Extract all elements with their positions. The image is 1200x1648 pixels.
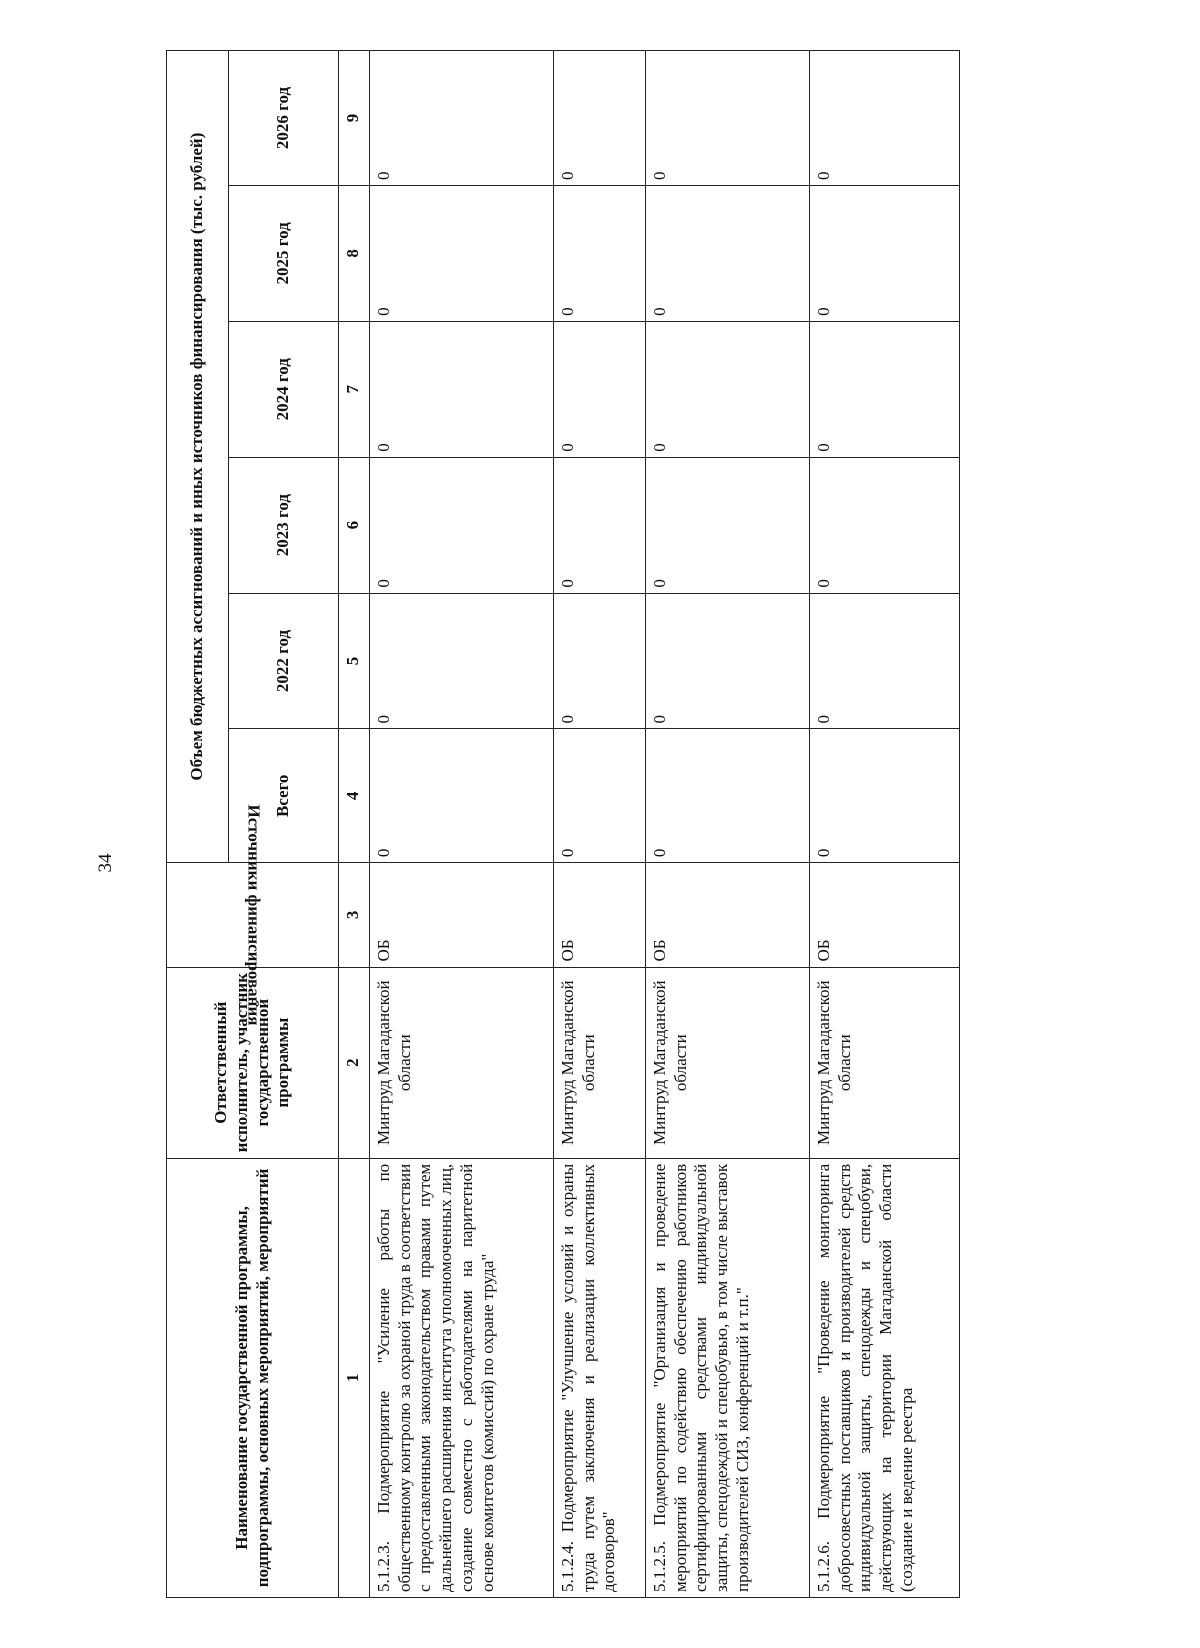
value-2025: 0 xyxy=(646,185,810,321)
header-year-2025: 2025 год xyxy=(229,185,339,321)
value-2024: 0 xyxy=(370,321,554,457)
value-2023: 0 xyxy=(554,457,646,593)
value-2022: 0 xyxy=(370,593,554,729)
table-row xyxy=(646,51,810,1598)
value-2026: 0 xyxy=(810,51,960,186)
executor: Минтруд Магаданской области xyxy=(810,967,960,1158)
value-2022: 0 xyxy=(646,593,810,729)
header-year-total: Всего xyxy=(229,729,339,863)
column-number: 6 xyxy=(339,457,370,593)
activity-name: 5.1.2.6. Подмероприятие "Проведение мониторинга добросовестных поставщиков и производителей средств индивидуальной защиты, спецодежды и спецобуви, действующих на территории Магаданской области (создание и ведение реестра xyxy=(810,1158,960,1597)
value-total: 0 xyxy=(554,729,646,863)
column-number: 3 xyxy=(339,863,370,967)
value-2026: 0 xyxy=(646,51,810,186)
activity-name: 5.1.2.4. Подмероприятие "Улучшение условий и охраны труда путем заключения и реализации коллективных договоров" xyxy=(554,1158,646,1597)
funding-source: ОБ xyxy=(646,863,810,967)
column-number: 1 xyxy=(339,1158,370,1597)
value-2025: 0 xyxy=(370,185,554,321)
value-2025: 0 xyxy=(810,185,960,321)
activity-name: 5.1.2.5. Подмероприятие "Организация и проведение мероприятий по содействию обеспечению работников сертифицированными средствами индивидуальной защиты, спецодеждой и спецобувью, в том числе выставок производителей СИЗ, конференций и т.п." xyxy=(646,1158,810,1597)
header-year-2023: 2023 год xyxy=(229,457,339,593)
column-number-row xyxy=(339,51,370,1598)
column-number: 5 xyxy=(339,593,370,729)
column-number: 9 xyxy=(339,51,370,186)
value-2023: 0 xyxy=(810,457,960,593)
executor: Минтруд Магаданской области xyxy=(646,967,810,1158)
table-row xyxy=(810,51,960,1598)
executor: Минтруд Магаданской области xyxy=(554,967,646,1158)
value-2023: 0 xyxy=(370,457,554,593)
column-number: 7 xyxy=(339,321,370,457)
header-executor: Ответственный исполнитель, участник государственной программы xyxy=(167,967,339,1158)
value-total: 0 xyxy=(810,729,960,863)
table-row xyxy=(554,51,646,1598)
value-2026: 0 xyxy=(370,51,554,186)
header-funding-source-text: Источники финансирования xyxy=(243,804,263,1026)
value-2023: 0 xyxy=(646,457,810,593)
executor: Минтруд Магаданской области xyxy=(370,967,554,1158)
header-year-2022: 2022 год xyxy=(229,593,339,729)
header-year-2024: 2024 год xyxy=(229,321,339,457)
activity-name: 5.1.2.3. Подмероприятие "Усиление работы по общественному контролю за охраной труда в соответствии с предоставленными законодательством правами путем дальнейшего расширения института уполномоченных лиц, создание совместно с работодателями на паритетной основе комитетов (комиссий) по охране труда" xyxy=(370,1158,554,1597)
header-funding-volume: Объем бюджетных ассигнований и иных источников финансирования (тыс. рублей) xyxy=(167,51,229,863)
column-number: 8 xyxy=(339,185,370,321)
value-2024: 0 xyxy=(554,321,646,457)
funding-source: ОБ xyxy=(810,863,960,967)
funding-source: ОБ xyxy=(370,863,554,967)
financing-table xyxy=(166,50,960,1598)
value-2026: 0 xyxy=(554,51,646,186)
value-2025: 0 xyxy=(554,185,646,321)
table-row xyxy=(370,51,554,1598)
rotated-table-wrapper xyxy=(166,50,1066,1598)
value-2022: 0 xyxy=(810,593,960,729)
column-number: 4 xyxy=(339,729,370,863)
value-2022: 0 xyxy=(554,593,646,729)
header-program-name: Наименование государственной программы, подпрограммы, основных мероприятий, мероприятий xyxy=(167,1158,339,1597)
header-year-2026: 2026 год xyxy=(229,51,339,186)
value-total: 0 xyxy=(370,729,554,863)
page-number: 34 xyxy=(95,853,116,873)
value-2024: 0 xyxy=(810,321,960,457)
value-total: 0 xyxy=(646,729,810,863)
funding-source: ОБ xyxy=(554,863,646,967)
column-number: 2 xyxy=(339,967,370,1158)
header-funding-source xyxy=(167,804,339,1026)
value-2024: 0 xyxy=(646,321,810,457)
